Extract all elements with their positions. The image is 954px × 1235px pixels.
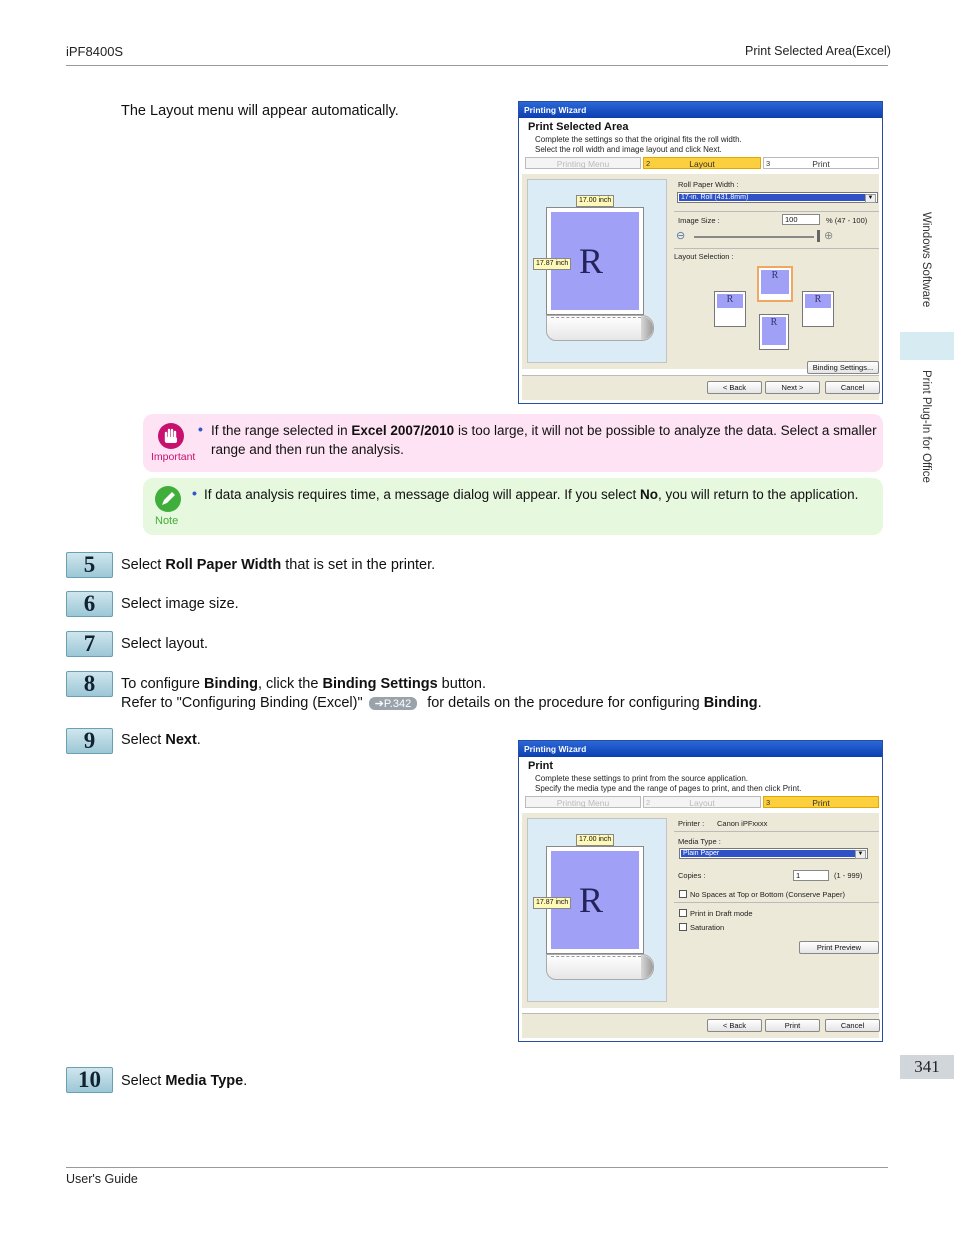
- draft-mode-checkbox[interactable]: [679, 909, 687, 917]
- step-print: 3 Print: [763, 796, 879, 808]
- image-size-slider[interactable]: [694, 236, 814, 238]
- intro-text: The Layout menu will appear automatically.: [121, 103, 399, 119]
- note-label: Note: [155, 515, 179, 527]
- media-type-label: Media Type :: [678, 837, 721, 846]
- step-10-text: Select Media Type.: [121, 1073, 248, 1089]
- important-label: Important: [151, 451, 196, 463]
- layout-option-bottom[interactable]: R: [759, 314, 789, 350]
- zoom-in-icon[interactable]: ⊕: [824, 230, 834, 242]
- pencil-icon: [155, 486, 181, 512]
- hand-stop-icon: [158, 423, 184, 449]
- layout-option-selected[interactable]: R: [757, 266, 793, 302]
- image-size-label: Image Size :: [678, 216, 720, 225]
- image-size-range: % (47 - 100): [826, 216, 868, 225]
- wizard-subtext-2: Specify the media type and the range of pages to print, and then click Print.: [535, 784, 802, 793]
- side-tab-print-plugin[interactable]: Print Plug-In for Office: [920, 370, 932, 483]
- bullet-marker: •: [192, 485, 197, 501]
- step-5-text: Select Roll Paper Width that is set in the printer.: [121, 557, 436, 573]
- header-rule: [66, 65, 888, 66]
- step-print: 3 Print: [763, 157, 879, 169]
- footer-guide: User's Guide: [66, 1172, 138, 1186]
- wizard-subtext-1: Complete these settings to print from the source application.: [535, 774, 748, 783]
- wizard-body: [522, 813, 879, 1008]
- conserve-paper-checkbox[interactable]: [679, 890, 687, 898]
- back-button[interactable]: < Back: [707, 381, 762, 394]
- wizard-print-dialog: [518, 740, 883, 1042]
- wizard-step-bar: [525, 157, 879, 170]
- wizard-titlebar: Printing Wizard: [519, 102, 882, 118]
- wizard-titlebar: Printing Wizard: [519, 741, 882, 757]
- header-product: iPF8400S: [66, 44, 124, 59]
- paper-roll-icon: [546, 315, 654, 341]
- wizard-body: [522, 174, 879, 372]
- slider-handle[interactable]: [817, 230, 820, 242]
- conserve-paper-label: No Spaces at Top or Bottom (Conserve Paper): [690, 890, 845, 899]
- preview-panel: [527, 818, 667, 1002]
- wizard-button-bar: [522, 375, 879, 400]
- side-tab-windows-software[interactable]: Windows Software: [920, 212, 932, 308]
- height-tag: 17.87 inch: [533, 897, 571, 909]
- wizard-button-bar: [522, 1013, 879, 1038]
- wizard-heading: Print: [528, 760, 554, 772]
- wizard-step-bar: [525, 796, 879, 809]
- preview-panel: [527, 179, 667, 363]
- copies-label: Copies :: [678, 871, 706, 880]
- step-number-9: 9: [66, 728, 113, 754]
- step-6-text: Select image size.: [121, 596, 239, 612]
- layout-selection-label: Layout Selection :: [674, 252, 734, 261]
- step-printing-menu: Printing Menu: [525, 796, 641, 808]
- preview-letter: R: [579, 880, 604, 920]
- important-text: If the range selected in Excel 2007/2010 is too large, it will not be possible to analyze the data. Select a smaller range and then run the analysis.: [211, 423, 877, 457]
- step-number-7: 7: [66, 631, 113, 657]
- note-text: If data analysis requires time, a message dialog will appear. If you select No, you will return to the application.: [204, 487, 859, 502]
- step-number-8: 8: [66, 671, 113, 697]
- back-button[interactable]: < Back: [707, 1019, 762, 1032]
- cancel-button[interactable]: Cancel: [825, 1019, 880, 1032]
- copies-input[interactable]: 1: [793, 870, 829, 881]
- wizard-subtext-2: Select the roll width and image layout and click Next.: [535, 145, 722, 154]
- step-number-5: 5: [66, 552, 113, 578]
- note-callout: [143, 478, 883, 535]
- paper-roll-icon: [546, 954, 654, 980]
- side-tab-highlight: [900, 332, 954, 360]
- page-number: 341: [900, 1055, 954, 1079]
- step-8-reference: Refer to "Configuring Binding (Excel)" ➔P.342 for details on the procedure for configuring Binding.: [121, 695, 762, 711]
- wizard-subtext-1: Complete the settings so that the original fits the roll width.: [535, 135, 742, 144]
- zoom-out-icon[interactable]: ⊖: [676, 230, 686, 242]
- copies-range: (1 - 999): [834, 871, 863, 880]
- header-section: Print Selected Area(Excel): [745, 44, 891, 58]
- page-reference-link[interactable]: ➔P.342: [369, 697, 418, 710]
- draft-mode-label: Print in Draft mode: [690, 909, 753, 918]
- step-printing-menu: Printing Menu: [525, 157, 641, 169]
- print-preview-button[interactable]: Print Preview: [799, 941, 879, 954]
- cancel-button[interactable]: Cancel: [825, 381, 880, 394]
- roll-width-label: Roll Paper Width :: [678, 180, 739, 189]
- wizard-layout-dialog: [518, 101, 883, 404]
- height-tag: 17.87 inch: [533, 258, 571, 270]
- binding-settings-button[interactable]: Binding Settings...: [807, 361, 879, 374]
- step-number-10: 10: [66, 1067, 113, 1093]
- step-layout: 2 Layout: [643, 796, 761, 808]
- footer-rule: [66, 1167, 888, 1168]
- wizard-heading: Print Selected Area: [528, 121, 629, 133]
- saturation-label: Saturation: [690, 923, 725, 932]
- step-7-text: Select layout.: [121, 636, 209, 652]
- step-9-text: Select Next.: [121, 732, 201, 748]
- step-number-6: 6: [66, 591, 113, 617]
- next-button[interactable]: Next >: [765, 381, 820, 394]
- print-button[interactable]: Print: [765, 1019, 820, 1032]
- step-layout: 2 Layout: [643, 157, 761, 169]
- step-8-text: To configure Binding, click the Binding Settings button.: [121, 676, 487, 692]
- preview-letter: R: [579, 241, 604, 281]
- chevron-down-icon: ▼: [865, 194, 876, 203]
- media-type-select[interactable]: Plain Paper ▼: [679, 848, 868, 859]
- image-size-input[interactable]: 100: [782, 214, 820, 225]
- bullet-marker: •: [198, 421, 203, 437]
- saturation-checkbox[interactable]: [679, 923, 687, 931]
- important-callout: [143, 414, 883, 472]
- chevron-down-icon: ▼: [855, 850, 866, 859]
- layout-option-right[interactable]: R: [802, 291, 834, 327]
- width-tag: 17.00 inch: [576, 834, 614, 846]
- roll-width-select[interactable]: 17-in. Roll (431.8mm) ▼: [677, 192, 878, 203]
- printer-label: Printer :: [678, 819, 705, 828]
- width-tag: 17.00 inch: [576, 195, 614, 207]
- printer-value: Canon iPFxxxx: [717, 819, 768, 828]
- layout-option-left[interactable]: R: [714, 291, 746, 327]
